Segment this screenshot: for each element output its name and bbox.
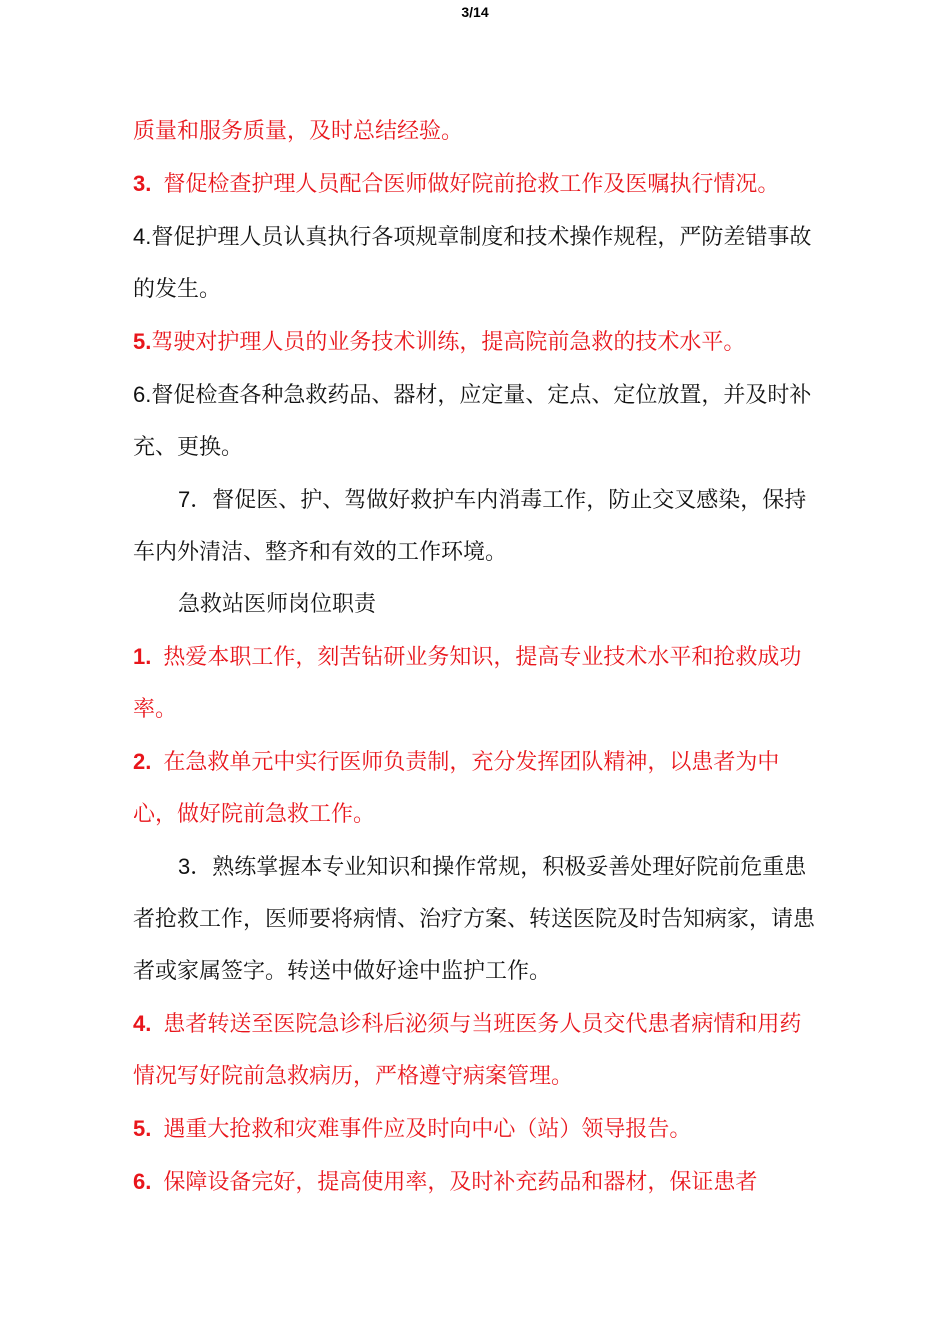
- item-number: 7．: [178, 487, 213, 512]
- paragraph-continuation: [133, 106, 823, 158]
- item-number: 6.: [133, 1169, 152, 1194]
- item-number: 3.: [133, 171, 152, 196]
- document-body: [133, 106, 823, 1209]
- paragraph-text: 在急救单元中实行医师负责制，充分发挥团队精神，以患者为中心，做好院前急救工作。: [133, 750, 780, 827]
- page-number: 3/14: [461, 4, 489, 20]
- item-number: 4.: [133, 1011, 152, 1036]
- paragraph-text: 驾驶对护理人员的业务技术训练，提高院前急救的技术水平。: [151, 330, 746, 355]
- item-number: 5.: [133, 1116, 152, 1141]
- item-number: 2.: [133, 749, 152, 774]
- item-number: 1.: [133, 644, 152, 669]
- item-number: 3．: [178, 854, 213, 879]
- paragraph-item-3: [133, 158, 823, 211]
- section-heading: [133, 579, 823, 631]
- paragraph-item-4: [133, 211, 823, 316]
- paragraph-item-5: [133, 316, 823, 369]
- paragraph-item-4b: [133, 998, 823, 1103]
- paragraph-text: 患者转送至医院急诊科后泌须与当班医务人员交代患者病情和用药情况写好院前急救病历，严格遵守病案管理。: [133, 1012, 802, 1089]
- paragraph-item-1: [133, 631, 823, 736]
- section-heading-text: 急救站医师岗位职责: [178, 592, 377, 617]
- paragraph-text: 质量和服务质量，及时总结经验。: [133, 119, 464, 144]
- paragraph-item-7: [133, 474, 823, 579]
- paragraph-item-6: [133, 369, 823, 474]
- paragraph-text: 熟练掌握本专业知识和操作常规，积极妥善处理好院前危重患者抢救工作，医师要将病情、治疗方案、转送医院及时告知病家，请患者或家属签字。转送中做好途中监护工作。: [133, 855, 816, 984]
- item-number: 6.: [133, 382, 152, 407]
- paragraph-item-2: [133, 736, 823, 841]
- paragraph-item-5b: [133, 1103, 823, 1156]
- paragraph-text: 督促医、护、驾做好救护车内消毒工作，防止交叉感染，保持车内外清洁、整齐和有效的工作环境。: [133, 488, 807, 565]
- paragraph-text: 督促检查护理人员配合医师做好院前抢救工作及医嘱执行情况。: [163, 172, 780, 197]
- paragraph-text: 热爱本职工作，刻苦钻研业务知识，提高专业技术水平和抢救成功率。: [133, 645, 802, 722]
- paragraph-text: 督促检查各种急救药品、器材，应定量、定点、定位放置，并及时补充、更换。: [133, 383, 812, 460]
- paragraph-text: 督促护理人员认真执行各项规章制度和技术操作规程，严防差错事故的发生。: [133, 225, 812, 302]
- item-number: 5.: [133, 329, 152, 354]
- paragraph-item-6b: [133, 1156, 823, 1209]
- paragraph-item-3b: [133, 841, 823, 998]
- paragraph-text: 保障设备完好，提高使用率，及时补充药品和器材，保证患者: [163, 1170, 758, 1195]
- item-number: 4.: [133, 224, 152, 249]
- paragraph-text: 遇重大抢救和灾难事件应及时向中心（站）领导报告。: [163, 1117, 692, 1142]
